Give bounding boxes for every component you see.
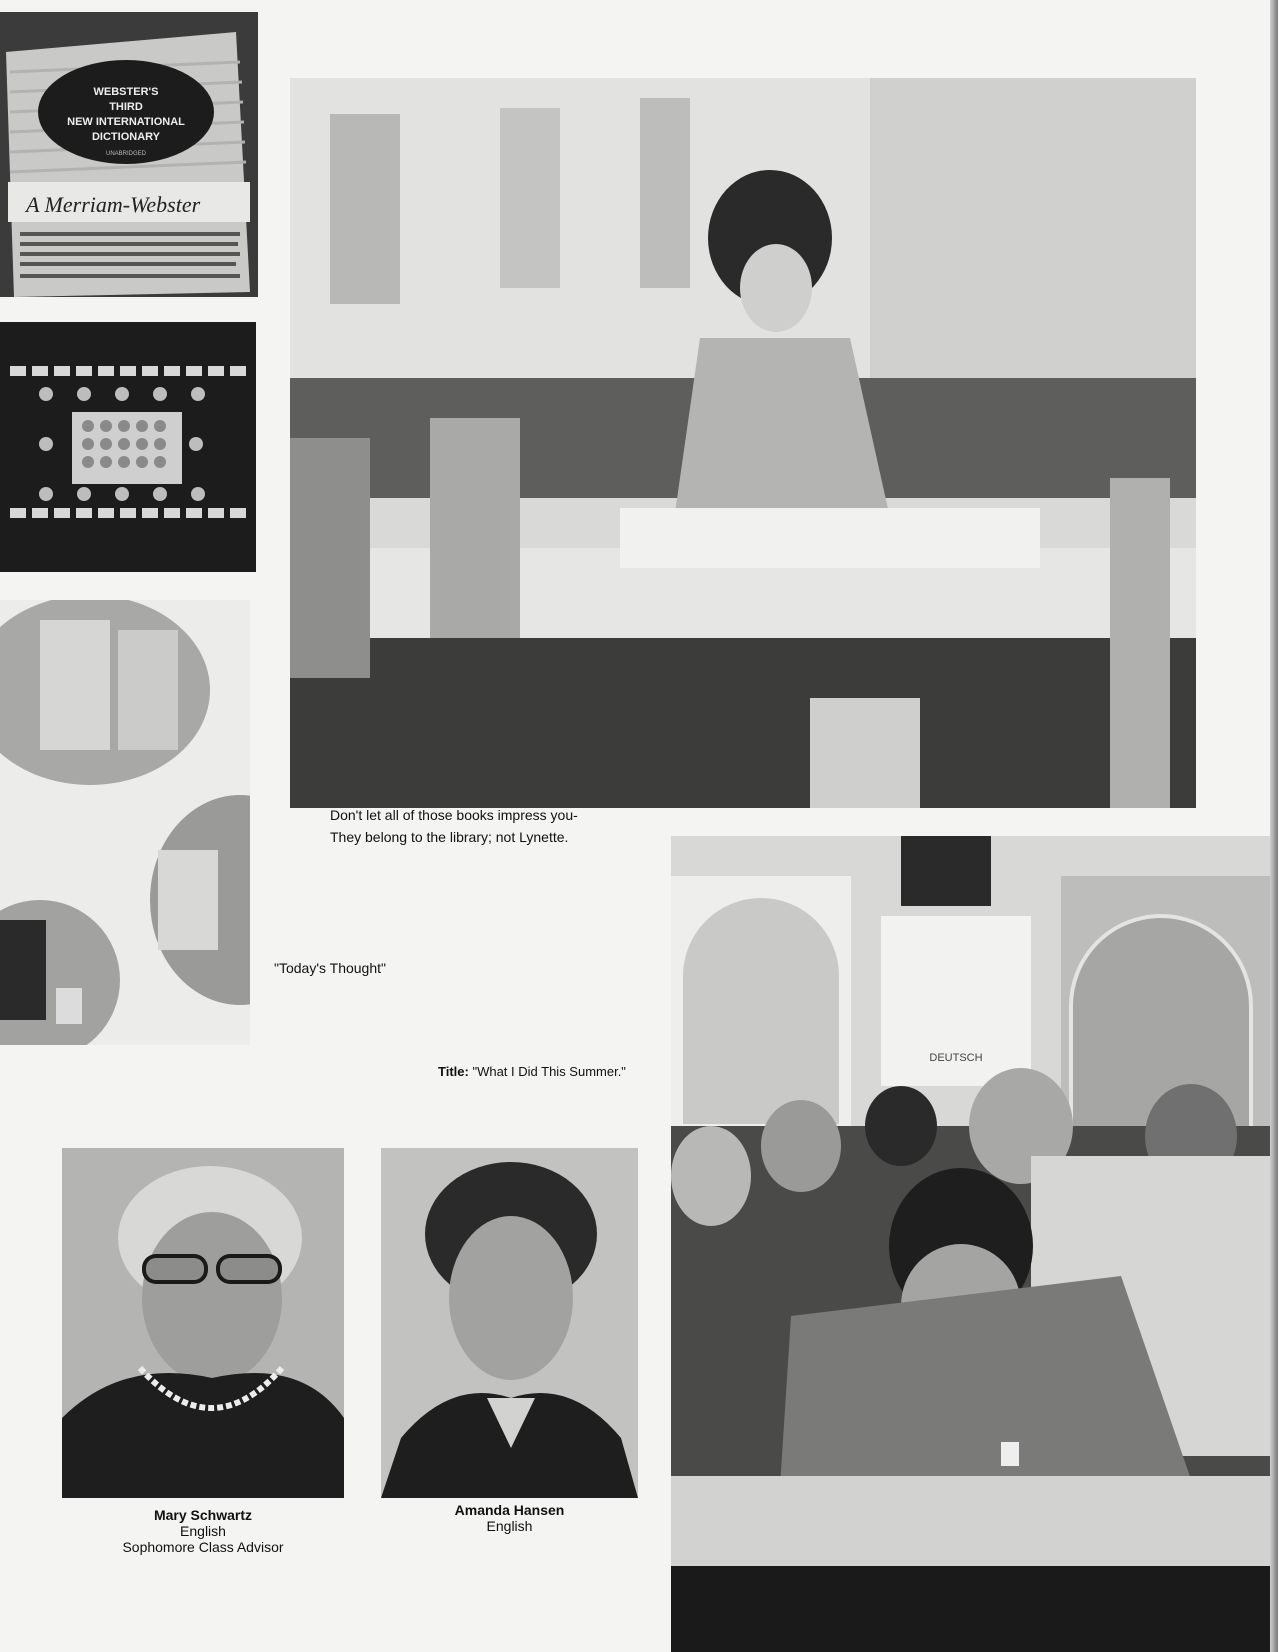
todays-thought-caption: "Today's Thought" — [274, 960, 386, 976]
library-caption-line1: Don't let all of those books impress you- — [330, 807, 578, 823]
faculty-role: Sophomore Class Advisor — [122, 1539, 284, 1555]
portrait-amanda-hansen — [381, 1148, 638, 1498]
classroom-poster-text: DEUTSCH — [929, 1052, 983, 1064]
dict-publisher: A Merriam-Webster — [26, 192, 201, 217]
dictionary-photo — [0, 12, 258, 297]
faculty-subject: English — [180, 1523, 226, 1539]
bulletin-board-illustration — [0, 600, 250, 1045]
essay-title-label: Title: — [438, 1064, 469, 1079]
portrait-schwartz-illustration — [62, 1148, 344, 1498]
page-edge — [1270, 0, 1278, 1652]
flags-board-illustration — [0, 322, 256, 572]
dict-title-1: WEBSTER'S — [93, 86, 159, 98]
library-caption-line2: They belong to the library; not Lynette. — [330, 829, 569, 845]
bulletin-board-photo — [0, 600, 250, 1045]
dict-title-3: NEW INTERNATIONAL — [67, 116, 185, 128]
library-caption — [330, 804, 670, 848]
caption-mary-schwartz — [62, 1507, 344, 1555]
faculty-name: Mary Schwartz — [153, 1507, 253, 1523]
portrait-hansen-illustration — [381, 1148, 638, 1498]
dictionary-illustration — [0, 12, 258, 297]
caption-amanda-hansen — [381, 1502, 638, 1534]
essay-title-text: "What I Did This Summer." — [472, 1064, 626, 1079]
flags-board-photo — [0, 322, 256, 572]
portrait-mary-schwartz — [62, 1148, 344, 1498]
essay-title-caption — [438, 1062, 626, 1082]
library-illustration — [290, 78, 1196, 808]
dict-title-2: THIRD — [109, 101, 143, 113]
faculty-name: Amanda Hansen — [454, 1502, 565, 1518]
dict-title-4: DICTIONARY — [91, 131, 161, 143]
dict-subtitle: UNABRIDGED — [105, 151, 147, 157]
library-photo — [290, 78, 1196, 808]
classroom-photo — [671, 836, 1270, 1652]
faculty-subject: English — [486, 1518, 533, 1534]
classroom-illustration — [671, 836, 1270, 1652]
